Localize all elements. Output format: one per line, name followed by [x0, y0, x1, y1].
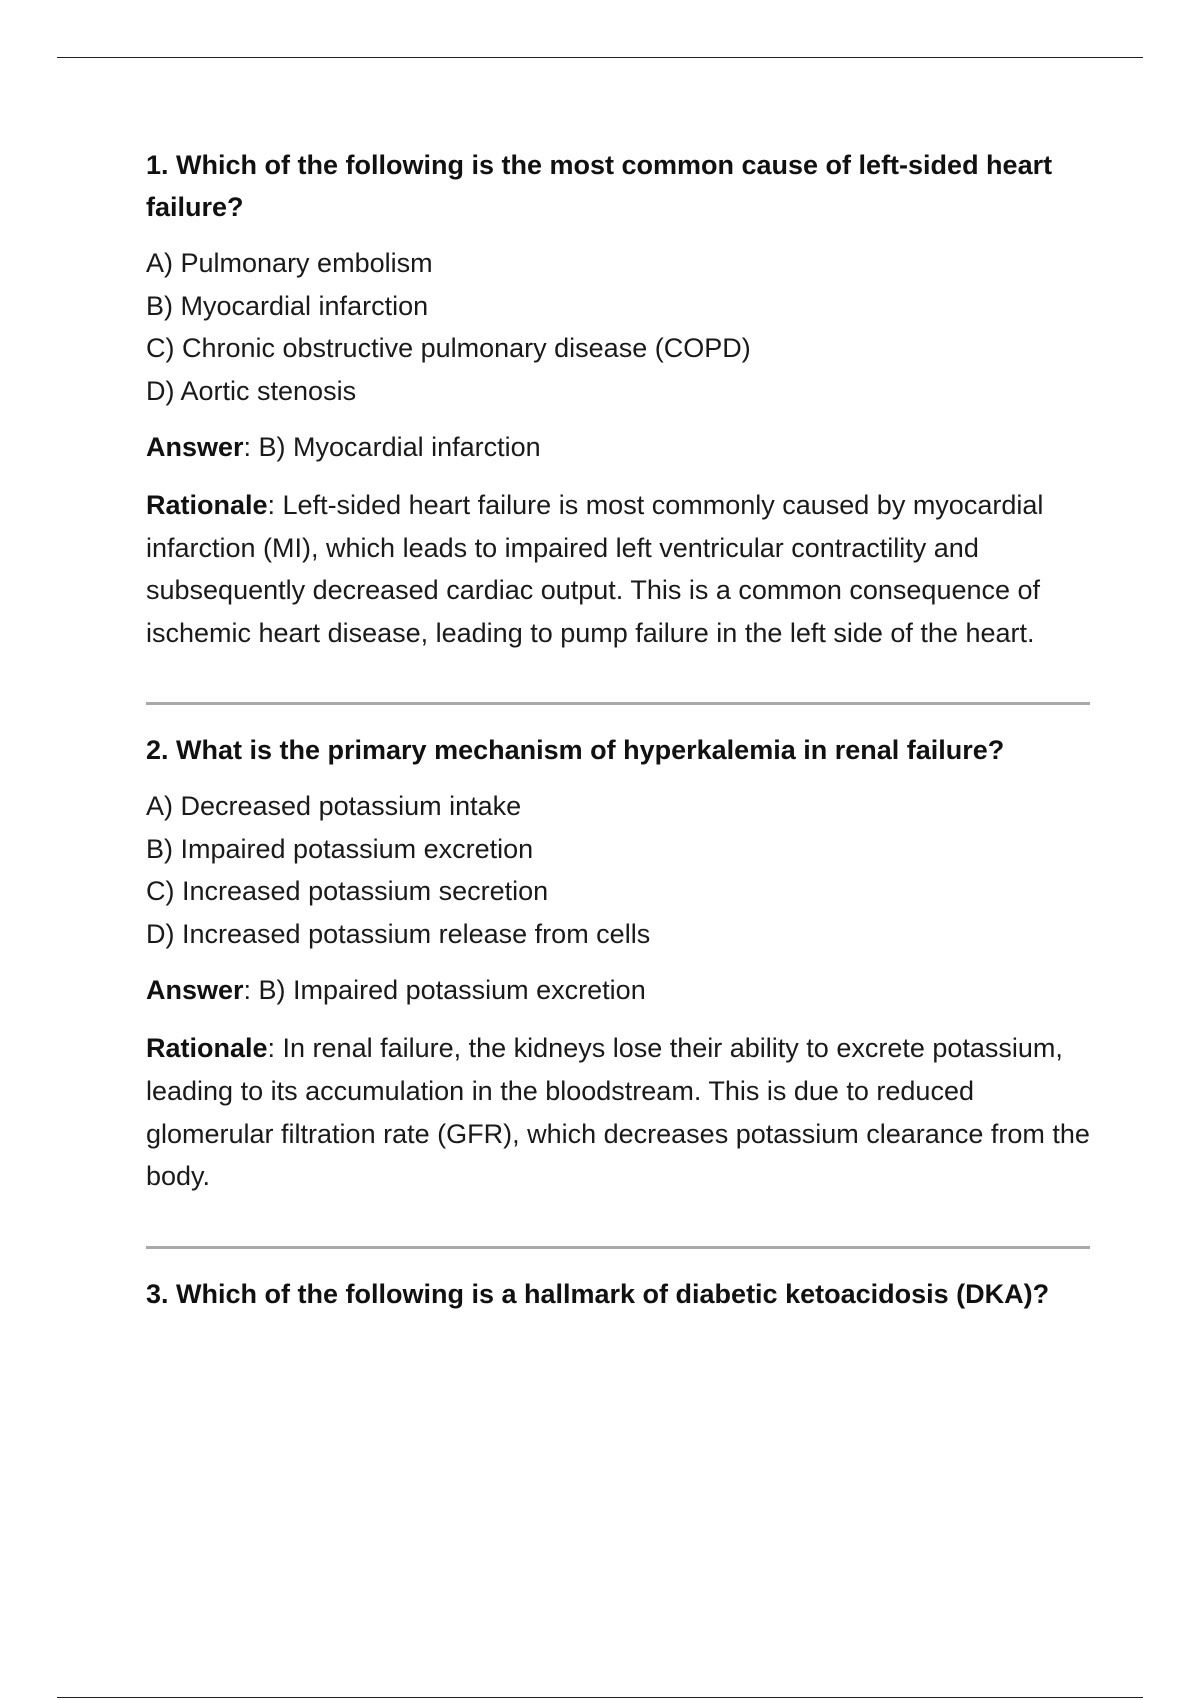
option-b: B) Impaired potassium excretion: [146, 833, 534, 864]
page-bottom-rule: [57, 1697, 1143, 1698]
option-c: C) Increased potassium secretion: [146, 876, 549, 907]
rationale-text: : Left-sided heart failure is most commonly caused by myocardial infarction (MI), which leads to impaired left ventricular contractility and subsequently decreased cardiac output. This is a common consequence of ischemic heart disease, leading to pump failure in the left side of the heart.: [146, 490, 1044, 648]
option-a: A) Pulmonary embolism: [146, 248, 433, 278]
question-title: 1. Which of the following is the most common cause of left-sided heart failure?: [146, 150, 1053, 222]
answer-text: : B) Impaired potassium excretion: [243, 975, 646, 1006]
rationale: [146, 1027, 1096, 1197]
section-divider: [146, 702, 1090, 705]
document-body: [146, 144, 1096, 1329]
option-c: C) Chronic obstructive pulmonary disease (COPD): [146, 333, 751, 363]
answer-text: : B) Myocardial infarction: [243, 432, 541, 462]
option-list: [146, 242, 1096, 412]
answer: [146, 426, 1096, 468]
option-a: A) Decreased potassium intake: [146, 791, 522, 822]
question-title: 3. Which of the following is a hallmark of diabetic ketoacidosis (DKA)?: [146, 1278, 1050, 1309]
answer: [146, 969, 1096, 1011]
option-d: D) Aortic stenosis: [146, 375, 357, 406]
rationale-label: Rationale: [146, 1033, 268, 1064]
option-b: B) Myocardial infarction: [146, 290, 429, 321]
answer-label: Answer: [146, 975, 244, 1006]
question-3: [146, 1273, 1096, 1315]
option-list: [146, 785, 1096, 955]
question-1: [146, 144, 1096, 654]
answer-label: Answer: [146, 432, 244, 462]
question-2: [146, 729, 1096, 1197]
section-divider: [146, 1246, 1090, 1249]
rationale-label: Rationale: [146, 490, 268, 520]
question-title: 2. What is the primary mechanism of hyperkalemia in renal failure?: [146, 735, 1005, 766]
page-top-rule: [57, 57, 1143, 58]
rationale: [146, 484, 1096, 654]
option-d: D) Increased potassium release from cells: [146, 918, 651, 949]
rationale-text: : In renal failure, the kidneys lose their ability to excrete potassium, leading to its accumulation in the bloodstream. This is due to reduced glomerular filtration rate (GFR), which decreases potassium clearance from the body.: [146, 1033, 1090, 1192]
